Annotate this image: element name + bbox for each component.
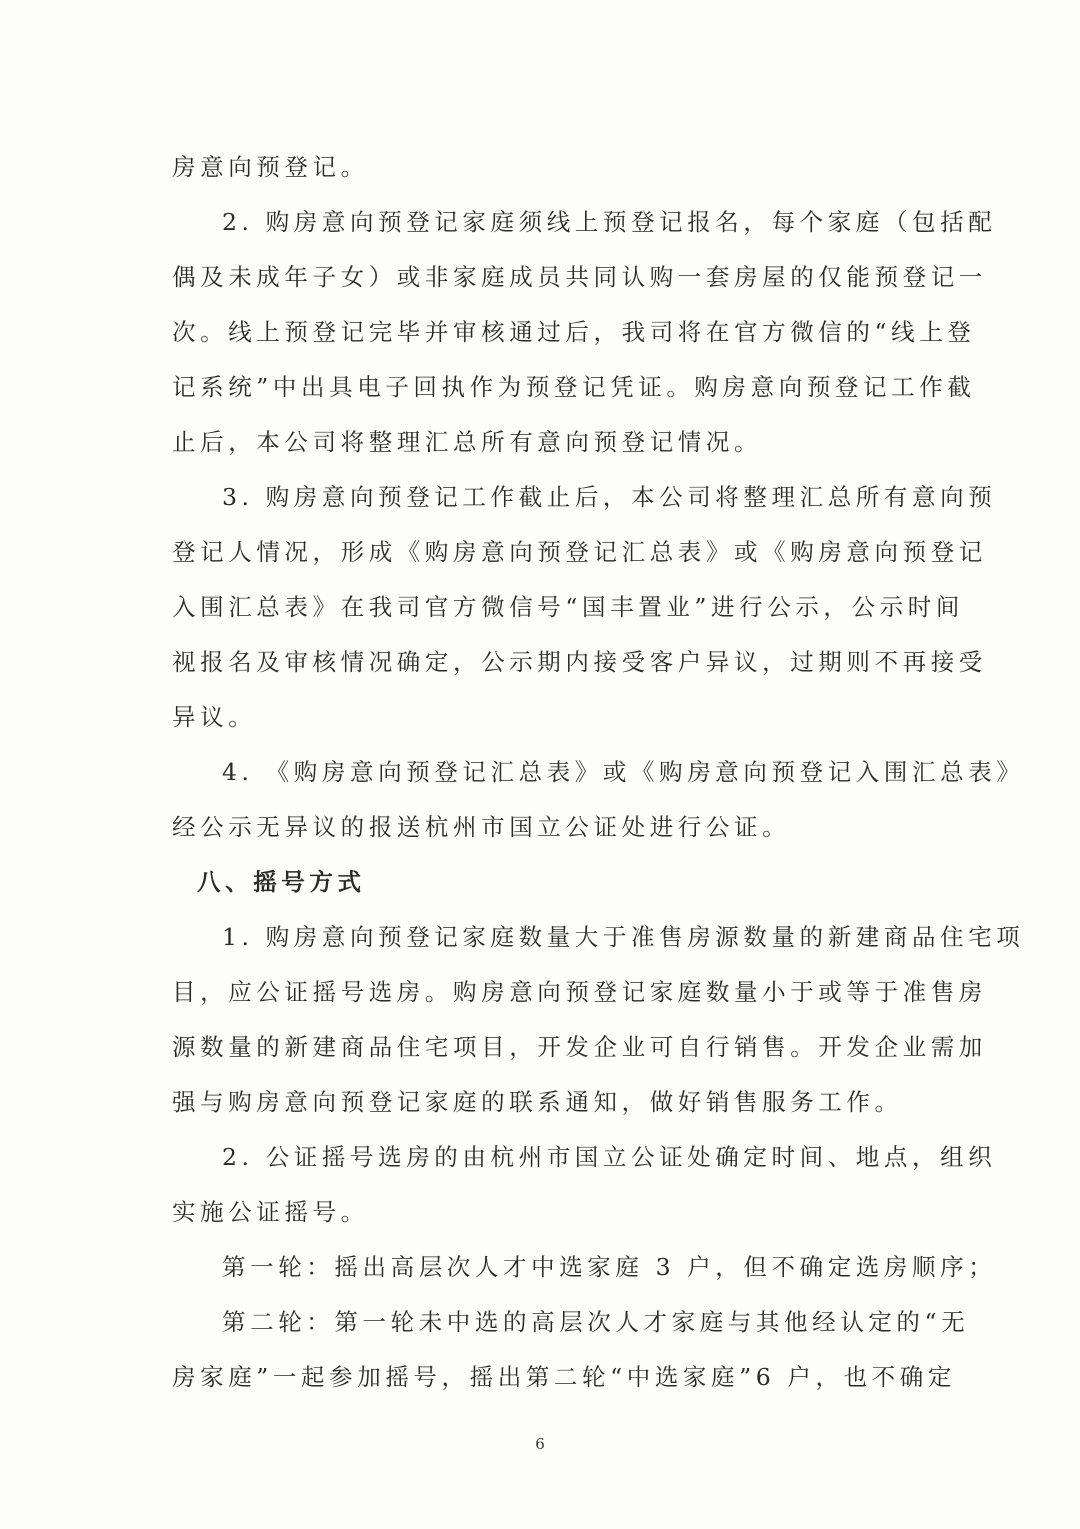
paragraph-line: 登记人情况，形成《购房意向预登记汇总表》或《购房意向预登记	[172, 538, 987, 566]
paragraph-line: 实施公证摇号。	[172, 1198, 369, 1226]
paragraph-line: 止后，本公司将整理汇总所有意向预登记情况。	[172, 428, 763, 456]
paragraph-line: 房意向预登记。	[172, 153, 369, 181]
page-number: 6	[535, 1435, 545, 1453]
paragraph-line: 视报名及审核情况确定，公示期内接受客户异议，过期则不再接受	[172, 648, 987, 676]
paragraph-line: 3. 购房意向预登记工作截止后，本公司将整理汇总所有意向预	[222, 483, 997, 511]
paragraph-line: 4. 《购房意向预登记汇总表》或《购房意向预登记入围汇总表》	[222, 758, 1025, 786]
paragraph-line: 2. 购房意向预登记家庭须线上预登记报名，每个家庭（包括配	[222, 208, 997, 236]
body-text	[172, 140, 1025, 1405]
section-heading: 八、摇号方式	[197, 868, 366, 896]
paragraph-line: 2. 公证摇号选房的由杭州市国立公证处确定时间、地点，组织	[222, 1143, 997, 1171]
paragraph-line: 房家庭”一起参加摇号，摇出第二轮“中选家庭”6 户，也不确定	[172, 1363, 956, 1391]
paragraph-line: 第二轮：第一轮未中选的高层次人才家庭与其他经认定的“无	[222, 1308, 970, 1336]
paragraph-line: 强与购房意向预登记家庭的联系通知，做好销售服务工作。	[172, 1088, 903, 1116]
paragraph-line: 经公示无异议的报送杭州市国立公证处进行公证。	[172, 813, 791, 841]
paragraph-line: 源数量的新建商品住宅项目，开发企业可自行销售。开发企业需加	[172, 1033, 987, 1061]
paragraph-line: 入围汇总表》在我司官方微信号“国丰置业”进行公示，公示时间	[172, 593, 964, 621]
paragraph-line: 第一轮：摇出高层次人才中选家庭 3 户，但不确定选房顺序；	[222, 1253, 997, 1281]
paragraph-line: 记系统”中出具电子回执作为预登记凭证。购房意向预登记工作截	[172, 373, 976, 401]
paragraph-line: 异议。	[172, 703, 257, 731]
paragraph-line: 目，应公证摇号选房。购房意向预登记家庭数量小于或等于准售房	[172, 978, 987, 1006]
paragraph-line: 1. 购房意向预登记家庭数量大于准售房源数量的新建商品住宅项	[222, 923, 1025, 951]
paragraph-line: 次。线上预登记完毕并审核通过后，我司将在官方微信的“线上登	[172, 318, 976, 346]
paragraph-line: 偶及未成年子女）或非家庭成员共同认购一套房屋的仅能预登记一	[172, 263, 987, 291]
